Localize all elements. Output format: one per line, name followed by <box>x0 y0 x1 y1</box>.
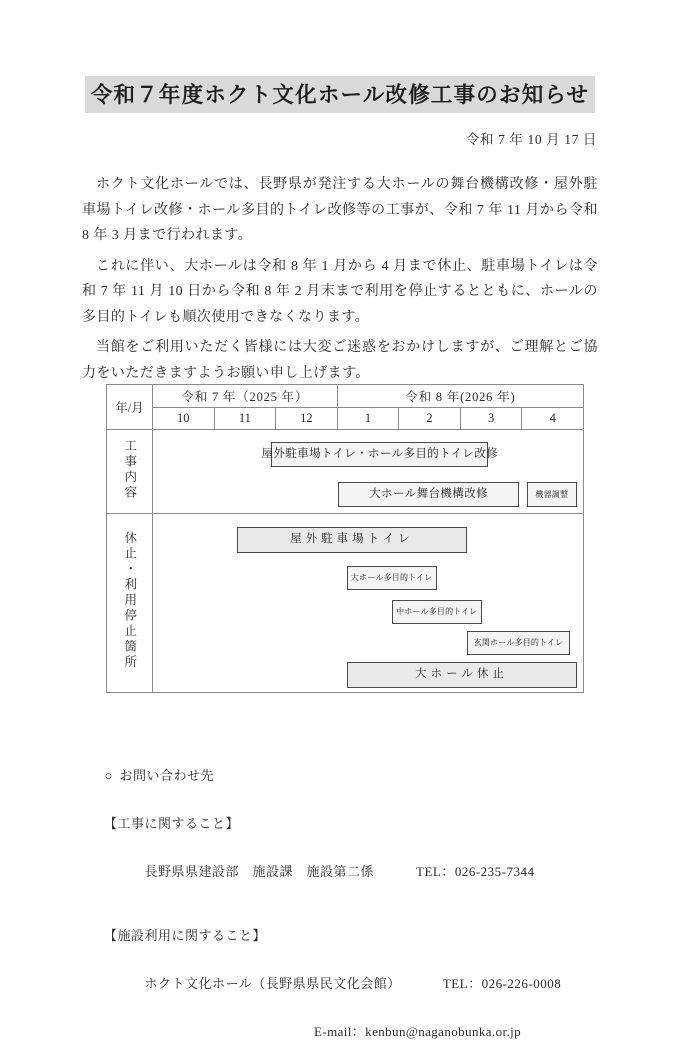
bar-outdoor-parking-toilet-closure: 屋外駐車場トイレ <box>237 527 467 553</box>
table-header-month-row <box>107 408 584 430</box>
paragraph-3: 当館をご利用いただく皆様には大変ご迷惑をおかけしますが、ご理解とご協力をいただきますようお願い申し上げます。 <box>82 340 598 381</box>
month-header-2: 2 <box>399 408 461 430</box>
row-label-construction: 工事内容 <box>122 438 137 501</box>
contacts-spacer <box>82 908 602 924</box>
contact-section-2-tel[interactable]: TEL：026-226-0008 <box>442 976 562 991</box>
month-header-10: 10 <box>153 408 215 430</box>
month-header-11: 11 <box>214 408 276 430</box>
contact-section-2-email[interactable]: E-mail：kenbun@naganobunka.or.jp <box>314 1024 522 1039</box>
bar-main-hall-multipurpose-toilet: 大ホール多目的トイレ <box>347 566 437 590</box>
gantt-area-construction <box>153 430 583 513</box>
row-label-construction-cell <box>107 430 153 514</box>
contact-section-2-title: 【施設利用に関すること】 <box>104 928 267 943</box>
table-row-closures <box>107 514 584 693</box>
contact-section-1-tel[interactable]: TEL：026-235-7344 <box>416 864 535 879</box>
gantt-cell-closures <box>153 514 584 693</box>
contact-section-1-title: 【工事に関すること】 <box>104 816 240 831</box>
document-date: 令和 7 年 10 月 17 日 <box>465 132 597 147</box>
year-group-2025: 令和 7 年（2025 年） <box>153 385 338 408</box>
row-label-closures: 休止・利用停止箇所 <box>122 531 137 671</box>
table-row-construction <box>107 430 584 514</box>
contact-section-2-org: ホクト文化ホール（長野県県民文化会館） <box>144 976 401 991</box>
bullet-circle-icon: ○ <box>104 768 113 783</box>
table-corner-label: 年/月 <box>107 385 153 430</box>
bar-main-hall-stage-mechanism-renovation: 大ホール舞台機構改修 <box>338 482 519 507</box>
table-header-year-row <box>107 385 584 408</box>
page-title-wrapper <box>0 76 680 113</box>
year-group-2026: 令和 8 年(2026 年) <box>337 385 583 408</box>
paragraph-2: これに伴い、大ホールは令和 8 年 1 月から 4 月まで休止、駐車場トイレは令和 7 年 11 月 10 日から令和 8 年 2 月末まで利用を停止するとともに、ホールの多目的トイレも順次使用できなくなります。 <box>82 258 598 325</box>
row-label-closures-cell <box>107 514 153 693</box>
month-header-1: 1 <box>337 408 399 430</box>
month-header-4: 4 <box>522 408 584 430</box>
month-header-3: 3 <box>460 408 522 430</box>
bar-outdoor-parking-toilet-renovation: 屋外駐車場トイレ・ホール多目的トイレ改修 <box>271 442 488 467</box>
paragraph-1: ホクト文化ホールでは、長野県が発注する大ホールの舞台機構改修・屋外駐車場トイレ改修・ホール多目的トイレ改修等の工事が、令和 7 年 11 月から令和 8 年 3 月まで行われます。 <box>82 177 598 243</box>
month-header-12: 12 <box>276 408 338 430</box>
contact-section-1-row <box>82 836 602 908</box>
page-title: 令和７年度ホクト文化ホール改修工事のお知らせ <box>85 76 595 113</box>
schedule-table <box>106 384 584 693</box>
body-text <box>82 172 598 391</box>
gantt-cell-construction <box>153 430 584 514</box>
contact-section-1-org: 長野県県建設部 施設課 施設第二係 <box>144 864 375 879</box>
contact-section-2-row <box>82 948 602 1020</box>
gantt-area-closures <box>153 514 583 692</box>
bar-equipment-adjustment: 機器調整 <box>527 482 576 507</box>
contacts-heading: お問い合わせ先 <box>119 768 215 783</box>
bar-entrance-hall-multipurpose-toilet: 玄関ホール多目的トイレ <box>467 631 570 655</box>
bar-medium-hall-multipurpose-toilet: 中ホール多目的トイレ <box>392 600 482 624</box>
contacts-section <box>82 740 602 1044</box>
bar-main-hall-closure: 大ホール休止 <box>347 662 577 688</box>
contacts-heading-row <box>82 740 602 812</box>
